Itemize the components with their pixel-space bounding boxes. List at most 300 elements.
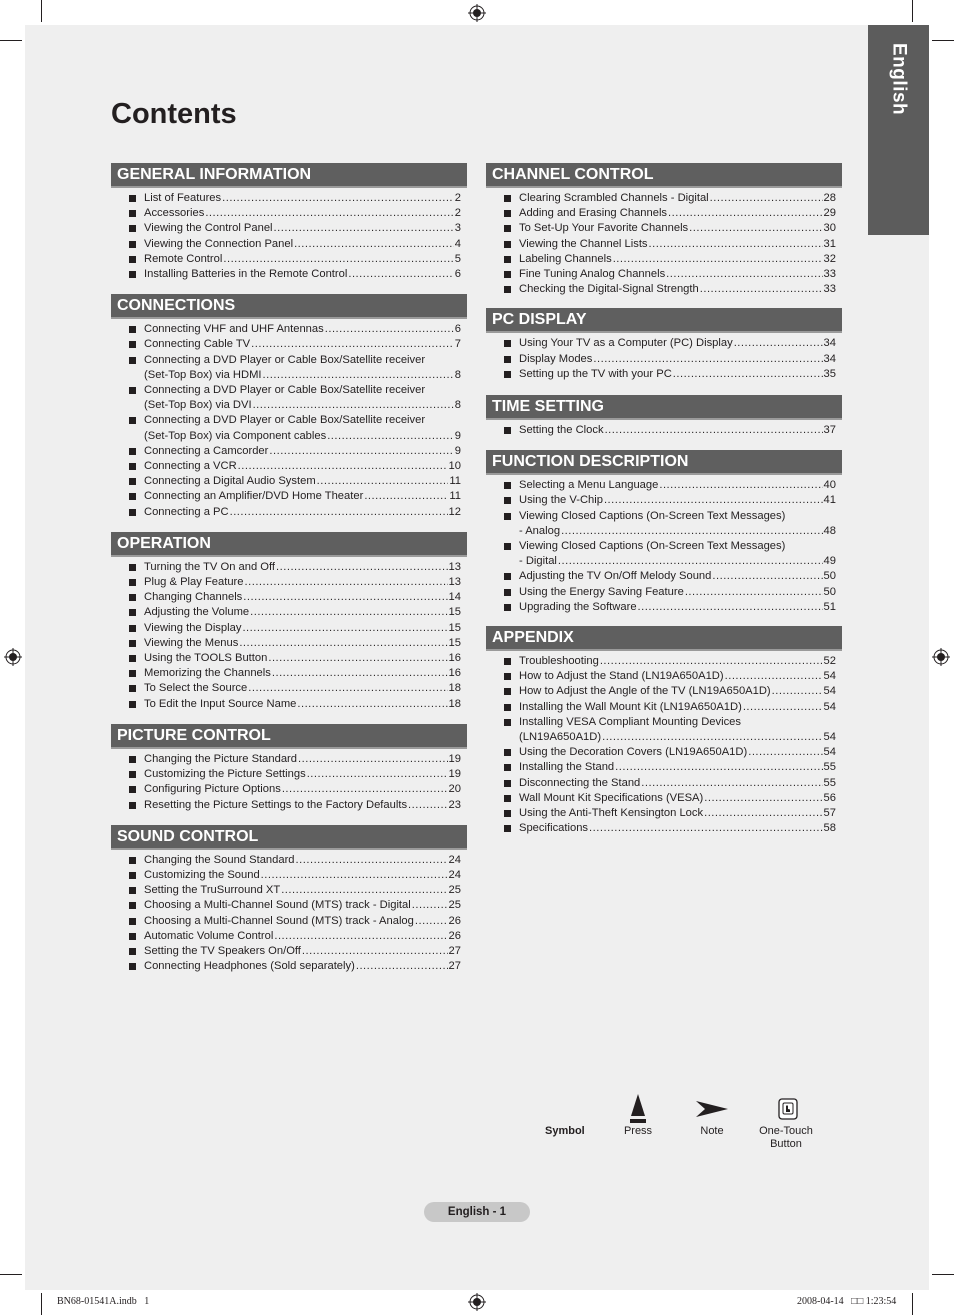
square-bullet-icon xyxy=(129,225,136,232)
dot-leader xyxy=(734,336,823,351)
dot-leader xyxy=(561,524,822,539)
square-bullet-icon xyxy=(129,493,136,500)
section-heading: FUNCTION DESCRIPTION xyxy=(486,450,842,475)
toc-entry[interactable] xyxy=(486,745,842,760)
crop-mark xyxy=(932,1274,954,1275)
toc-entry-page: 26 xyxy=(448,914,461,927)
square-bullet-icon xyxy=(129,872,136,879)
toc-entry-page: 26 xyxy=(448,929,461,942)
toc-entry-page: 49 xyxy=(823,555,836,568)
toc-entry-page: 5 xyxy=(454,252,461,265)
toc-entry[interactable] xyxy=(111,252,467,267)
square-bullet-icon xyxy=(504,673,511,680)
toc-entry[interactable] xyxy=(111,853,467,868)
toc-entry-page: 11 xyxy=(449,490,461,503)
square-bullet-icon xyxy=(129,509,136,516)
toc-entry-page: 25 xyxy=(448,899,461,912)
toc-entry-title: Customizing the Sound xyxy=(144,868,260,881)
section-heading: PICTURE CONTROL xyxy=(111,724,467,749)
toc-entry[interactable] xyxy=(111,752,467,767)
square-bullet-icon xyxy=(504,764,511,771)
toc-entry-page: 54 xyxy=(823,731,836,744)
square-bullet-icon xyxy=(504,825,511,832)
dot-leader xyxy=(704,791,822,806)
toc-entry[interactable] xyxy=(111,489,467,504)
note-caption: Note xyxy=(700,1125,724,1137)
toc-entry[interactable] xyxy=(111,868,467,883)
toc-entry-title: Using the V-Chip xyxy=(519,494,603,507)
toc-entry-page: 12 xyxy=(448,505,461,518)
toc-entry[interactable] xyxy=(486,715,842,745)
toc-entry[interactable] xyxy=(486,700,842,715)
dot-leader xyxy=(638,600,823,615)
toc-entry-page: 7 xyxy=(454,338,461,351)
dot-leader xyxy=(356,959,448,974)
square-bullet-icon xyxy=(504,482,511,489)
toc-entry[interactable] xyxy=(486,282,842,297)
toc-entry[interactable] xyxy=(486,493,842,508)
square-bullet-icon xyxy=(129,195,136,202)
dot-leader xyxy=(412,898,448,913)
toc-entry-page: 19 xyxy=(448,752,461,765)
toc-entry-page: 54 xyxy=(823,685,836,698)
toc-entry-title: Viewing the Channel Lists xyxy=(519,237,648,250)
toc-left-column xyxy=(111,163,467,974)
toc-entry[interactable] xyxy=(486,791,842,806)
toc-entry[interactable] xyxy=(111,206,467,221)
square-bullet-icon xyxy=(504,225,511,232)
square-bullet-icon xyxy=(504,497,511,504)
crop-mark xyxy=(912,0,913,22)
toc-section xyxy=(111,724,467,813)
square-bullet-icon xyxy=(129,357,136,364)
toc-entry-title: Configuring Picture Options xyxy=(144,783,281,796)
dot-leader xyxy=(276,560,448,575)
square-bullet-icon xyxy=(504,719,511,726)
dot-leader xyxy=(261,868,448,883)
toc-entry-page: 10 xyxy=(448,460,461,473)
square-bullet-icon xyxy=(129,594,136,601)
dot-leader xyxy=(605,423,823,438)
toc-entry-title: (Set-Top Box) via Component cables xyxy=(144,429,327,442)
toc-entry-title: Installing the Wall Mount Kit (LN19A650A1D) xyxy=(519,700,742,713)
toc-section xyxy=(111,825,467,975)
toc-entry-page: 20 xyxy=(448,783,461,796)
toc-entry-page: 34 xyxy=(823,337,836,350)
square-bullet-icon xyxy=(129,271,136,278)
section-heading: CONNECTIONS xyxy=(111,294,467,319)
square-bullet-icon xyxy=(504,749,511,756)
toc-entry-title: Automatic Volume Control xyxy=(144,929,274,942)
toc-entry-page: 6 xyxy=(454,268,461,281)
toc-entry-page: 33 xyxy=(823,283,836,296)
toc-entry-page: 28 xyxy=(823,192,836,204)
dot-leader xyxy=(253,398,454,413)
toc-entry-page: 55 xyxy=(823,761,836,774)
square-bullet-icon xyxy=(129,771,136,778)
toc-entry[interactable] xyxy=(486,221,842,236)
square-bullet-icon xyxy=(129,902,136,909)
registration-mark-icon xyxy=(468,1293,486,1311)
toc-entry-title: Viewing the Control Panel xyxy=(144,222,273,235)
toc-entry-page: 18 xyxy=(448,682,461,695)
toc-entry[interactable] xyxy=(111,444,467,459)
dot-leader xyxy=(274,929,447,944)
toc-section xyxy=(486,626,842,836)
toc-entry-title: To Edit the Input Source Name xyxy=(144,697,297,710)
toc-entry-title: Connecting Headphones (Sold separately) xyxy=(144,960,355,973)
toc-entry-page: 37 xyxy=(823,424,836,437)
toc-entry[interactable] xyxy=(111,383,467,413)
toc-entry-title: (Set-Top Box) via DVI xyxy=(144,399,252,412)
toc-entry-title: Setting the Clock xyxy=(519,424,604,437)
dot-leader xyxy=(589,821,823,836)
toc-entry-title: Troubleshooting xyxy=(519,655,599,668)
toc-entry[interactable] xyxy=(111,337,467,352)
toc-entry-title: Checking the Digital-Signal Strength xyxy=(519,283,699,296)
toc-entry-page: 2 xyxy=(454,207,461,220)
toc-entry[interactable] xyxy=(486,237,842,252)
imprint-filename: BN68-01541A.indb 1 xyxy=(57,1296,150,1307)
toc-entry-page: 31 xyxy=(823,237,836,250)
toc-entry[interactable] xyxy=(486,367,842,382)
toc-entry[interactable] xyxy=(486,760,842,775)
toc-entry[interactable] xyxy=(486,821,842,836)
dot-leader xyxy=(604,493,823,508)
toc-entry-page: 41 xyxy=(823,494,836,507)
dot-leader xyxy=(666,267,822,282)
toc-entry[interactable] xyxy=(486,423,842,438)
section-heading: OPERATION xyxy=(111,532,467,557)
toc-entry-page: 54 xyxy=(823,700,836,713)
toc-entry-page: 15 xyxy=(448,636,461,649)
square-bullet-icon xyxy=(129,341,136,348)
toc-entry[interactable] xyxy=(111,621,467,636)
toc-entry-title: Fine Tuning Analog Channels xyxy=(519,268,666,281)
square-bullet-icon xyxy=(129,448,136,455)
toc-entry[interactable] xyxy=(111,651,467,666)
toc-entry-page: 9 xyxy=(454,444,461,457)
dot-leader xyxy=(272,666,448,681)
toc-entry[interactable] xyxy=(111,474,467,489)
toc-entry[interactable] xyxy=(111,767,467,782)
square-bullet-icon xyxy=(129,417,136,424)
dot-leader xyxy=(659,478,822,493)
toc-entry[interactable] xyxy=(111,636,467,651)
toc-entry[interactable] xyxy=(486,267,842,282)
square-bullet-icon xyxy=(129,387,136,394)
toc-list xyxy=(486,651,842,836)
toc-entry[interactable] xyxy=(486,509,842,539)
toc-entry-page: 18 xyxy=(448,697,461,710)
toc-entry-title: Wall Mount Kit Specifications (VESA) xyxy=(519,791,704,804)
square-bullet-icon xyxy=(129,463,136,470)
dot-leader xyxy=(600,654,823,669)
square-bullet-icon xyxy=(504,241,511,248)
square-bullet-icon xyxy=(129,933,136,940)
crop-mark xyxy=(932,40,954,41)
dot-leader xyxy=(704,806,822,821)
toc-entry[interactable] xyxy=(486,252,842,267)
toc-entry[interactable] xyxy=(111,560,467,575)
toc-entry-title: Viewing the Connection Panel xyxy=(144,237,294,250)
note-icon xyxy=(696,1101,728,1117)
press-caption: Press xyxy=(623,1125,653,1137)
toc-entry-title: Specifications xyxy=(519,822,589,835)
toc-list xyxy=(486,420,842,438)
dot-leader xyxy=(282,782,448,797)
dot-leader xyxy=(294,237,454,252)
square-bullet-icon xyxy=(129,701,136,708)
dot-leader xyxy=(317,474,449,489)
dot-leader xyxy=(238,459,448,474)
toc-entry-page: 24 xyxy=(448,853,461,866)
dot-leader xyxy=(725,669,823,684)
dot-leader xyxy=(325,322,454,337)
toc-list xyxy=(486,188,842,297)
toc-section xyxy=(111,532,467,712)
toc-entry-title: Installing the Stand xyxy=(519,761,615,774)
toc-entry-page: 32 xyxy=(823,252,836,265)
section-heading: CHANNEL CONTROL xyxy=(486,163,842,188)
toc-entry[interactable] xyxy=(111,237,467,252)
toc-entry[interactable] xyxy=(111,221,467,236)
toc-entry-title: To Set-Up Your Favorite Channels xyxy=(519,222,689,235)
toc-entry-title: Setting up the TV with your PC xyxy=(519,367,672,380)
toc-entry[interactable] xyxy=(111,590,467,605)
dot-leader xyxy=(248,681,447,696)
dot-leader xyxy=(297,697,447,712)
square-bullet-icon xyxy=(129,564,136,571)
toc-entry-title: Using the Anti-Theft Kensington Lock xyxy=(519,807,704,820)
toc-entry[interactable] xyxy=(111,929,467,944)
square-bullet-icon xyxy=(129,756,136,763)
toc-entry-page: 8 xyxy=(454,399,461,412)
toc-entry[interactable] xyxy=(486,585,842,600)
toc-entry[interactable] xyxy=(111,914,467,929)
toc-entry-page: 14 xyxy=(448,591,461,604)
dot-leader xyxy=(602,730,822,745)
toc-entry[interactable] xyxy=(111,944,467,959)
toc-entry[interactable] xyxy=(111,322,467,337)
toc-entry[interactable] xyxy=(111,959,467,974)
square-bullet-icon xyxy=(504,210,511,217)
square-bullet-icon xyxy=(129,918,136,925)
toc-entry-title: Viewing Closed Captions (On-Screen Text Messages) xyxy=(519,540,786,553)
toc-entry-page: 30 xyxy=(823,222,836,235)
toc-entry-page: 51 xyxy=(823,600,836,613)
toc-entry-title: Viewing the Display xyxy=(144,621,242,634)
symbol-legend xyxy=(535,1090,825,1160)
toc-entry[interactable] xyxy=(486,191,842,206)
square-bullet-icon xyxy=(504,688,511,695)
square-bullet-icon xyxy=(129,802,136,809)
toc-entry[interactable] xyxy=(486,669,842,684)
section-heading: PC DISPLAY xyxy=(486,308,842,333)
toc-entry-page: 58 xyxy=(823,822,836,835)
toc-section xyxy=(486,308,842,382)
toc-section xyxy=(486,450,842,615)
toc-entry-page: 23 xyxy=(448,798,461,811)
toc-entry[interactable] xyxy=(111,883,467,898)
toc-entry-title: Using the TOOLS Button xyxy=(144,652,268,665)
toc-entry[interactable] xyxy=(111,575,467,590)
toc-list xyxy=(111,319,467,520)
square-bullet-icon xyxy=(504,810,511,817)
toc-entry-page: 27 xyxy=(448,944,461,957)
toc-entry-title: Changing the Picture Standard xyxy=(144,752,297,765)
toc-entry[interactable] xyxy=(111,353,467,383)
toc-list xyxy=(111,749,467,813)
toc-entry[interactable] xyxy=(111,782,467,797)
press-icon xyxy=(629,1092,647,1124)
toc-entry[interactable] xyxy=(111,413,467,443)
square-bullet-icon xyxy=(129,963,136,970)
toc-entry[interactable] xyxy=(111,267,467,282)
toc-entry[interactable] xyxy=(111,605,467,620)
imprint-datetime: 2008-04-14 □□ 1:23:54 xyxy=(797,1296,897,1307)
toc-section xyxy=(486,395,842,438)
dot-leader xyxy=(263,368,454,383)
toc-entry-title: Disconnecting the Stand xyxy=(519,776,641,789)
toc-right-column xyxy=(486,163,842,837)
one-touch-caption-line1: One-Touch xyxy=(759,1125,813,1137)
square-bullet-icon xyxy=(129,210,136,217)
toc-entry[interactable] xyxy=(111,459,467,474)
square-bullet-icon xyxy=(129,241,136,248)
toc-entry-page: 9 xyxy=(454,429,461,442)
dot-leader xyxy=(748,745,822,760)
toc-entry-page: 56 xyxy=(823,791,836,804)
square-bullet-icon xyxy=(504,195,511,202)
toc-entry-title: Labeling Channels xyxy=(519,252,612,265)
toc-section xyxy=(111,294,467,520)
section-heading: APPENDIX xyxy=(486,626,842,651)
registration-mark-icon xyxy=(932,648,950,666)
square-bullet-icon xyxy=(129,670,136,677)
square-bullet-icon xyxy=(504,256,511,263)
toc-entry[interactable] xyxy=(111,681,467,696)
toc-entry-title: Selecting a Menu Language xyxy=(519,479,659,492)
toc-entry-title: Connecting a Camcorder xyxy=(144,444,269,457)
toc-entry[interactable] xyxy=(486,352,842,367)
dot-leader xyxy=(689,221,822,236)
symbol-legend-label: Symbol xyxy=(545,1125,585,1137)
toc-entry[interactable] xyxy=(111,798,467,813)
toc-entry-page: 27 xyxy=(448,960,461,973)
page-number-badge: English - 1 xyxy=(424,1202,530,1222)
toc-entry[interactable] xyxy=(486,206,842,221)
square-bullet-icon xyxy=(504,543,511,550)
dot-leader xyxy=(685,585,823,600)
toc-entry[interactable] xyxy=(486,336,842,351)
toc-entry-title: How to Adjust the Stand (LN19A650A1D) xyxy=(519,670,724,683)
toc-entry[interactable] xyxy=(111,191,467,206)
toc-entry[interactable] xyxy=(111,505,467,520)
toc-entry-page: 15 xyxy=(448,621,461,634)
dot-leader xyxy=(230,505,448,520)
toc-entry-page: 50 xyxy=(823,570,836,583)
section-heading: SOUND CONTROL xyxy=(111,825,467,850)
crop-mark xyxy=(0,1274,22,1275)
toc-entry-page: 50 xyxy=(823,585,836,598)
toc-entry-title: Connecting a PC xyxy=(144,505,229,518)
toc-entry-page: 25 xyxy=(448,884,461,897)
square-bullet-icon xyxy=(504,573,511,580)
toc-entry[interactable] xyxy=(486,600,842,615)
toc-entry-title: Choosing a Multi-Channel Sound (MTS) track - Digital xyxy=(144,899,411,912)
square-bullet-icon xyxy=(129,609,136,616)
toc-entry-page: 29 xyxy=(823,207,836,220)
toc-entry-title: How to Adjust the Angle of the TV (LN19A650A1D) xyxy=(519,685,771,698)
language-tab xyxy=(868,25,929,235)
toc-entry-title: (Set-Top Box) via HDMI xyxy=(144,368,262,381)
toc-section xyxy=(111,163,467,282)
square-bullet-icon xyxy=(504,356,511,363)
dot-leader xyxy=(408,798,448,813)
toc-entry-page: 54 xyxy=(823,670,836,683)
toc-entry-title: Connecting a DVD Player or Cable Box/Satellite receiver xyxy=(144,414,426,427)
one-touch-caption-line2: Button xyxy=(770,1137,802,1150)
square-bullet-icon xyxy=(129,887,136,894)
dot-leader xyxy=(348,267,453,282)
toc-entry[interactable] xyxy=(486,806,842,821)
dot-leader xyxy=(743,700,823,715)
dot-leader xyxy=(772,684,823,699)
dot-leader xyxy=(593,352,822,367)
toc-list xyxy=(111,850,467,975)
toc-entry[interactable] xyxy=(486,776,842,791)
toc-entry[interactable] xyxy=(486,478,842,493)
dot-leader xyxy=(242,621,447,636)
square-bullet-icon xyxy=(504,604,511,611)
toc-entry[interactable] xyxy=(111,697,467,712)
toc-entry-title: Setting the TruSurround XT xyxy=(144,884,281,897)
toc-entry-page: 3 xyxy=(454,222,461,235)
dot-leader xyxy=(641,776,822,791)
toc-entry[interactable] xyxy=(486,684,842,699)
language-tab-label: English xyxy=(888,43,910,116)
toc-entry-title: Connecting an Amplifier/DVD Home Theater xyxy=(144,490,364,503)
toc-entry-title: Changing Channels xyxy=(144,591,243,604)
toc-entry[interactable] xyxy=(486,539,842,569)
toc-entry-title: Turning the TV On and Off xyxy=(144,560,276,573)
toc-entry[interactable] xyxy=(111,898,467,913)
toc-entry-page: 8 xyxy=(454,368,461,381)
dot-leader xyxy=(274,221,454,236)
dot-leader xyxy=(673,367,823,382)
toc-entry-title: Installing Batteries in the Remote Control xyxy=(144,268,348,281)
square-bullet-icon xyxy=(129,326,136,333)
toc-entry[interactable] xyxy=(486,654,842,669)
dot-leader xyxy=(712,569,822,584)
toc-entry[interactable] xyxy=(486,569,842,584)
toc-entry[interactable] xyxy=(111,666,467,681)
square-bullet-icon xyxy=(129,640,136,647)
square-bullet-icon xyxy=(129,256,136,263)
toc-entry-page: 19 xyxy=(448,768,461,781)
dot-leader xyxy=(613,252,823,267)
toc-entry-title: Using Your TV as a Computer (PC) Display xyxy=(519,337,733,350)
dot-leader xyxy=(243,590,447,605)
toc-entry-title: Adding and Erasing Channels xyxy=(519,207,668,220)
toc-entry-title: Viewing the Menus xyxy=(144,636,239,649)
toc-entry-title: Plug & Play Feature xyxy=(144,576,244,589)
dot-leader xyxy=(649,237,823,252)
toc-entry-title: Resetting the Picture Settings to the Factory Defaults xyxy=(144,798,408,811)
dot-leader xyxy=(615,760,822,775)
dot-leader xyxy=(710,191,823,206)
